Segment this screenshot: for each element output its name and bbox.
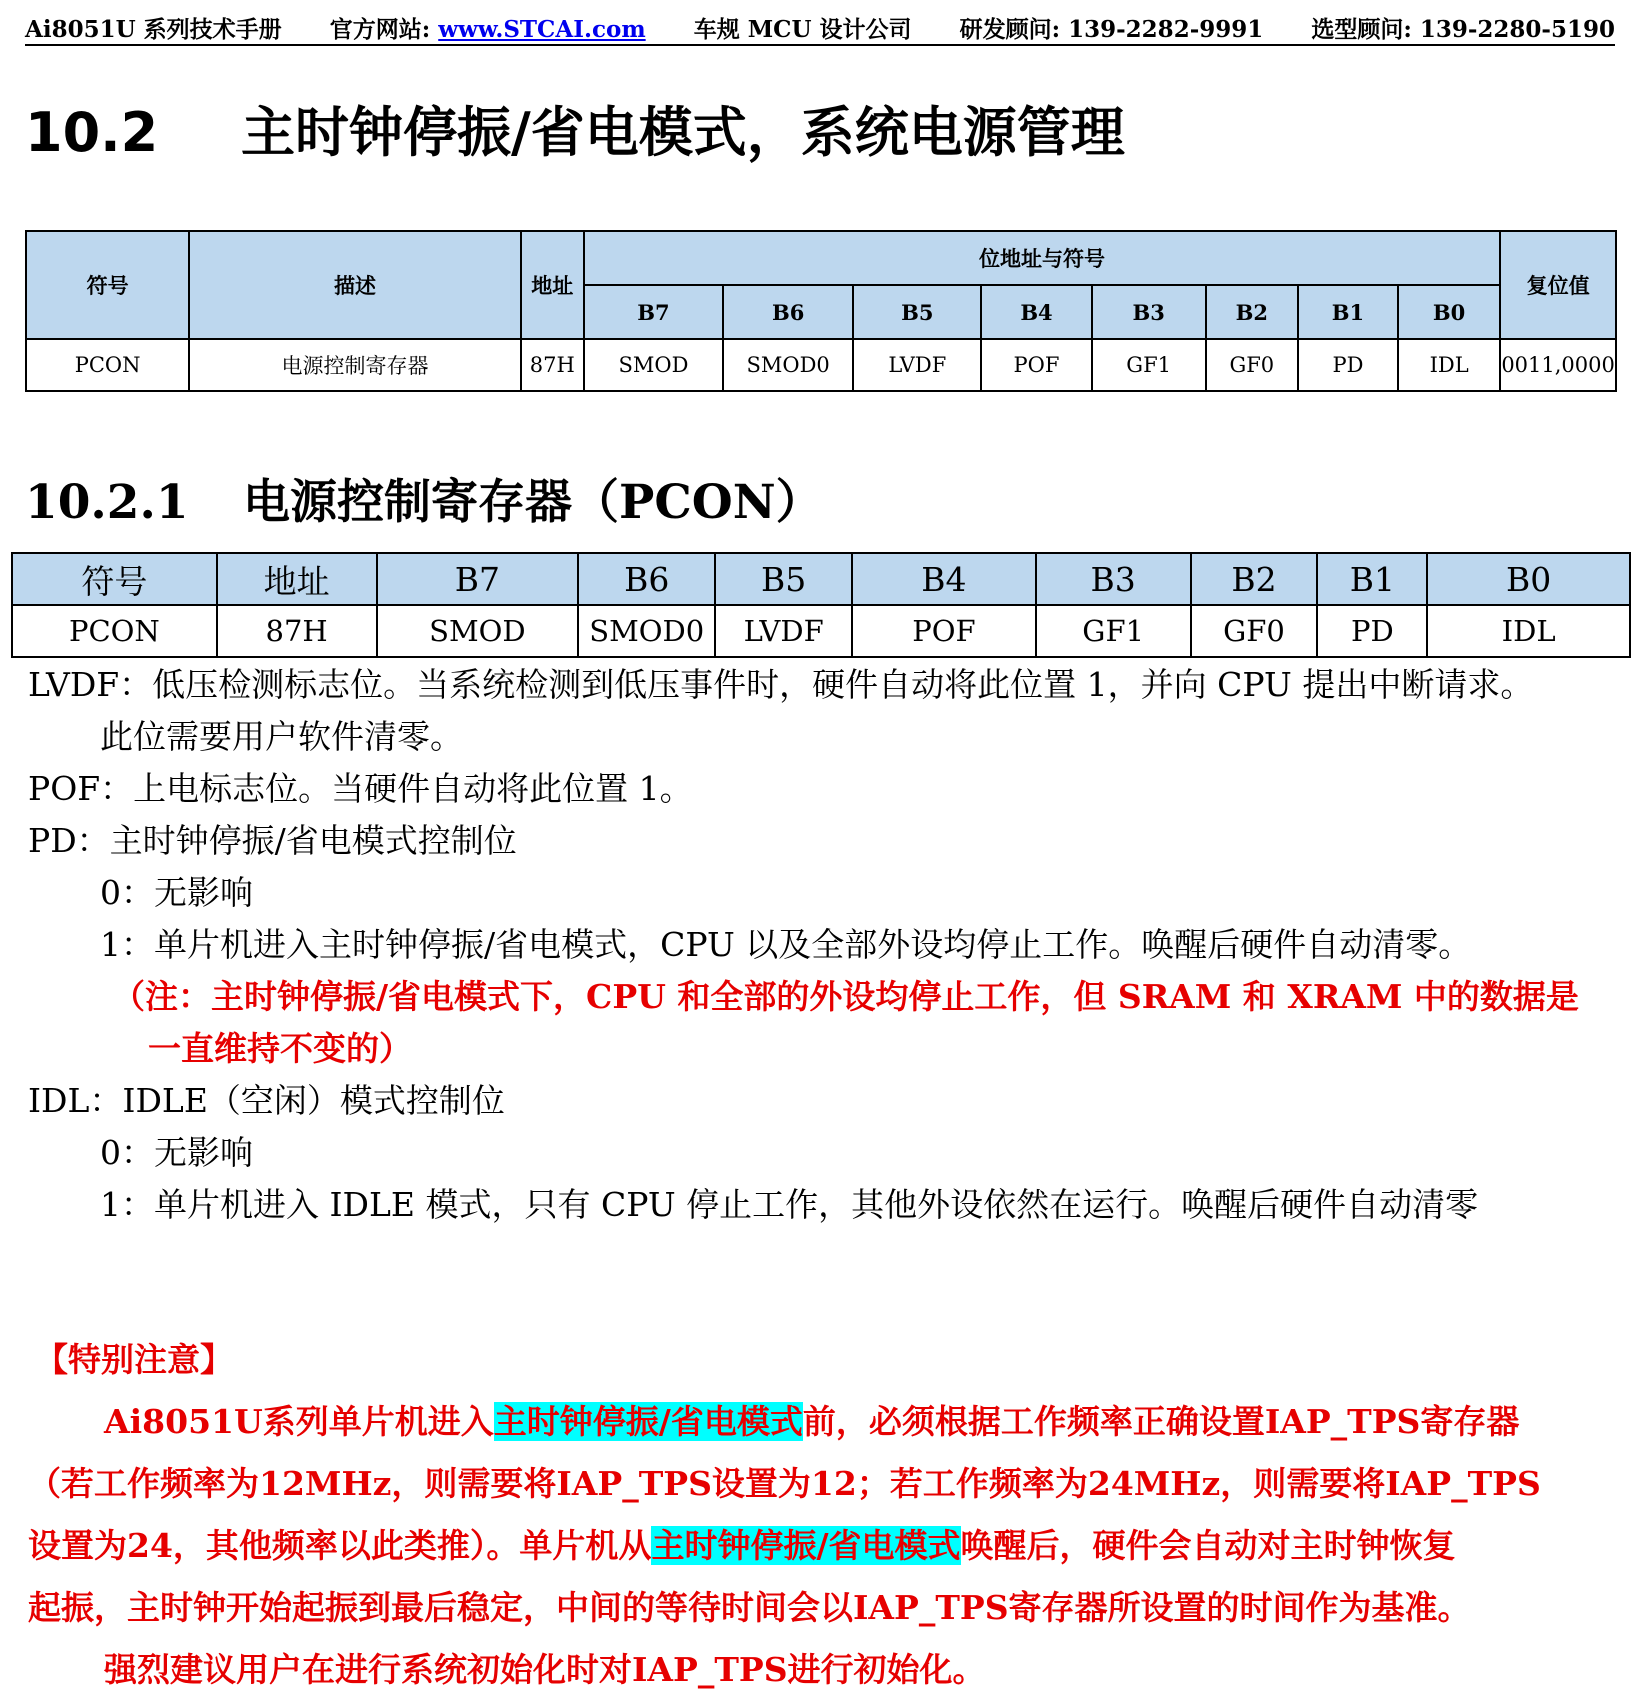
note-text: Ai8051U系列单片机进入: [104, 1402, 494, 1441]
col-header: B4: [852, 553, 1036, 605]
pd-note-cont: 一直维持不变的）: [148, 1029, 412, 1068]
col-address: 地址: [521, 231, 584, 339]
bit-col: B6: [723, 285, 853, 339]
bit-col: B3: [1092, 285, 1206, 339]
website-block: [330, 11, 646, 44]
col-header: B7: [377, 553, 579, 605]
cell-bit: SMOD: [584, 339, 723, 391]
rd-contact: 研发顾问: 139-2282-9991: [959, 15, 1264, 43]
col-reset: 复位值: [1500, 231, 1616, 339]
idl-desc: IDL：IDLE（空闲）模式控制位: [28, 1081, 505, 1120]
manual-title: Ai8051U 系列技术手册: [25, 15, 282, 43]
bit-col: B5: [853, 285, 981, 339]
cell: LVDF: [715, 605, 852, 657]
cell-bit: IDL: [1398, 339, 1500, 391]
col-header: B6: [578, 553, 715, 605]
pof-desc: POF：上电标志位。当硬件自动将此位置 1。: [28, 769, 693, 808]
col-header: B3: [1036, 553, 1191, 605]
special-note-line: [104, 1402, 1519, 1442]
bit-col: B0: [1398, 285, 1500, 339]
note-text: 设置为24，其他频率以此类推）。单片机从: [28, 1526, 652, 1565]
pd-option-0: 0：无影响: [100, 873, 253, 912]
special-note-title: 【特别注意】: [35, 1340, 233, 1379]
col-symbol: 符号: [26, 231, 189, 339]
idl-option-1: 1：单片机进入 IDLE 模式，只有 CPU 停止工作，其他外设依然在运行。唤醒后硬件自动清零: [100, 1185, 1479, 1224]
website-label: 官方网站:: [329, 15, 439, 43]
cell-reset: 0011,0000: [1500, 339, 1616, 391]
col-header: B1: [1317, 553, 1427, 605]
subsection-number: 10.2.1: [25, 475, 189, 530]
website-link[interactable]: www.STCAI.com: [438, 15, 646, 43]
subsection-title: 电源控制寄存器（PCON）: [243, 475, 823, 530]
cell: 87H: [217, 605, 377, 657]
cell: POF: [852, 605, 1036, 657]
col-description: 描述: [189, 231, 521, 339]
idl-option-0: 0：无影响: [100, 1133, 253, 1172]
pcon-bit-table: [11, 552, 1631, 658]
page-header: [25, 10, 1615, 46]
cell: GF0: [1191, 605, 1318, 657]
selection-contact: 选型顾问: 139-2280-5190: [1311, 15, 1615, 43]
highlight-text: 主时钟停振/省电模式: [651, 1526, 961, 1565]
section-heading: [25, 90, 1125, 167]
table-header-row: [12, 553, 1630, 605]
bit-col: B4: [981, 285, 1091, 339]
cell: PD: [1317, 605, 1427, 657]
cell: IDL: [1427, 605, 1630, 657]
cell-bit: GF0: [1206, 339, 1298, 391]
col-header: B0: [1427, 553, 1630, 605]
bit-col: B2: [1206, 285, 1298, 339]
company-slogan: 车规 MCU 设计公司: [693, 15, 912, 43]
subsection-heading: [25, 465, 823, 532]
special-note-line: 起振，主时钟开始起振到最后稳定，中间的等待时间会以IAP_TPS寄存器所设置的时间作为基准。: [28, 1588, 1471, 1627]
bit-col: B7: [584, 285, 723, 339]
col-header: 符号: [12, 553, 217, 605]
cell: GF1: [1036, 605, 1191, 657]
note-text: 前，必须根据工作频率正确设置IAP_TPS寄存器: [802, 1402, 1520, 1441]
special-note-line: [28, 1526, 1456, 1566]
col-bit-address: 位地址与符号: [584, 231, 1500, 285]
cell-bit: POF: [981, 339, 1091, 391]
cell-bit: LVDF: [853, 339, 981, 391]
highlight-text: 主时钟停振/省电模式: [493, 1402, 803, 1441]
pd-option-1: 1：单片机进入主时钟停振/省电模式，CPU 以及全部外设均停止工作。唤醒后硬件自动清零。: [100, 925, 1472, 964]
bit-col: B1: [1298, 285, 1398, 339]
special-note-recommendation: 强烈建议用户在进行系统初始化时对IAP_TPS进行初始化。: [104, 1650, 986, 1689]
lvdf-desc-cont: 此位需要用户软件清零。: [100, 717, 463, 756]
lvdf-desc: LVDF：低压检测标志位。当系统检测到低压事件时，硬件自动将此位置 1，并向 CPU 提出中断请求。: [28, 665, 1534, 704]
section-number: 10.2: [25, 101, 159, 164]
cell: PCON: [12, 605, 217, 657]
cell-symbol: PCON: [26, 339, 189, 391]
table-row: [12, 605, 1630, 657]
col-header: 地址: [217, 553, 377, 605]
cell: SMOD: [377, 605, 579, 657]
register-summary-table: [25, 230, 1617, 392]
note-text: 唤醒后，硬件会自动对主时钟恢复: [960, 1526, 1456, 1565]
col-header: B5: [715, 553, 852, 605]
cell: SMOD0: [578, 605, 715, 657]
cell-bit: PD: [1298, 339, 1398, 391]
pd-note: （注：主时钟停振/省电模式下，CPU 和全部的外设均停止工作，但 SRAM 和 XRAM 中的数据是: [112, 977, 1579, 1016]
cell-address: 87H: [521, 339, 584, 391]
cell-bit: SMOD0: [723, 339, 853, 391]
section-title: 主时钟停振/省电模式，系统电源管理: [241, 101, 1125, 164]
pd-desc: PD：主时钟停振/省电模式控制位: [28, 821, 517, 860]
table-row: [26, 339, 1616, 391]
special-note-line: （若工作频率为12MHz，则需要将IAP_TPS设置为12；若工作频率为24MHz，则需要将IAP_TPS: [28, 1464, 1541, 1503]
col-header: B2: [1191, 553, 1318, 605]
cell-bit: GF1: [1092, 339, 1206, 391]
cell-description: 电源控制寄存器: [189, 339, 521, 391]
